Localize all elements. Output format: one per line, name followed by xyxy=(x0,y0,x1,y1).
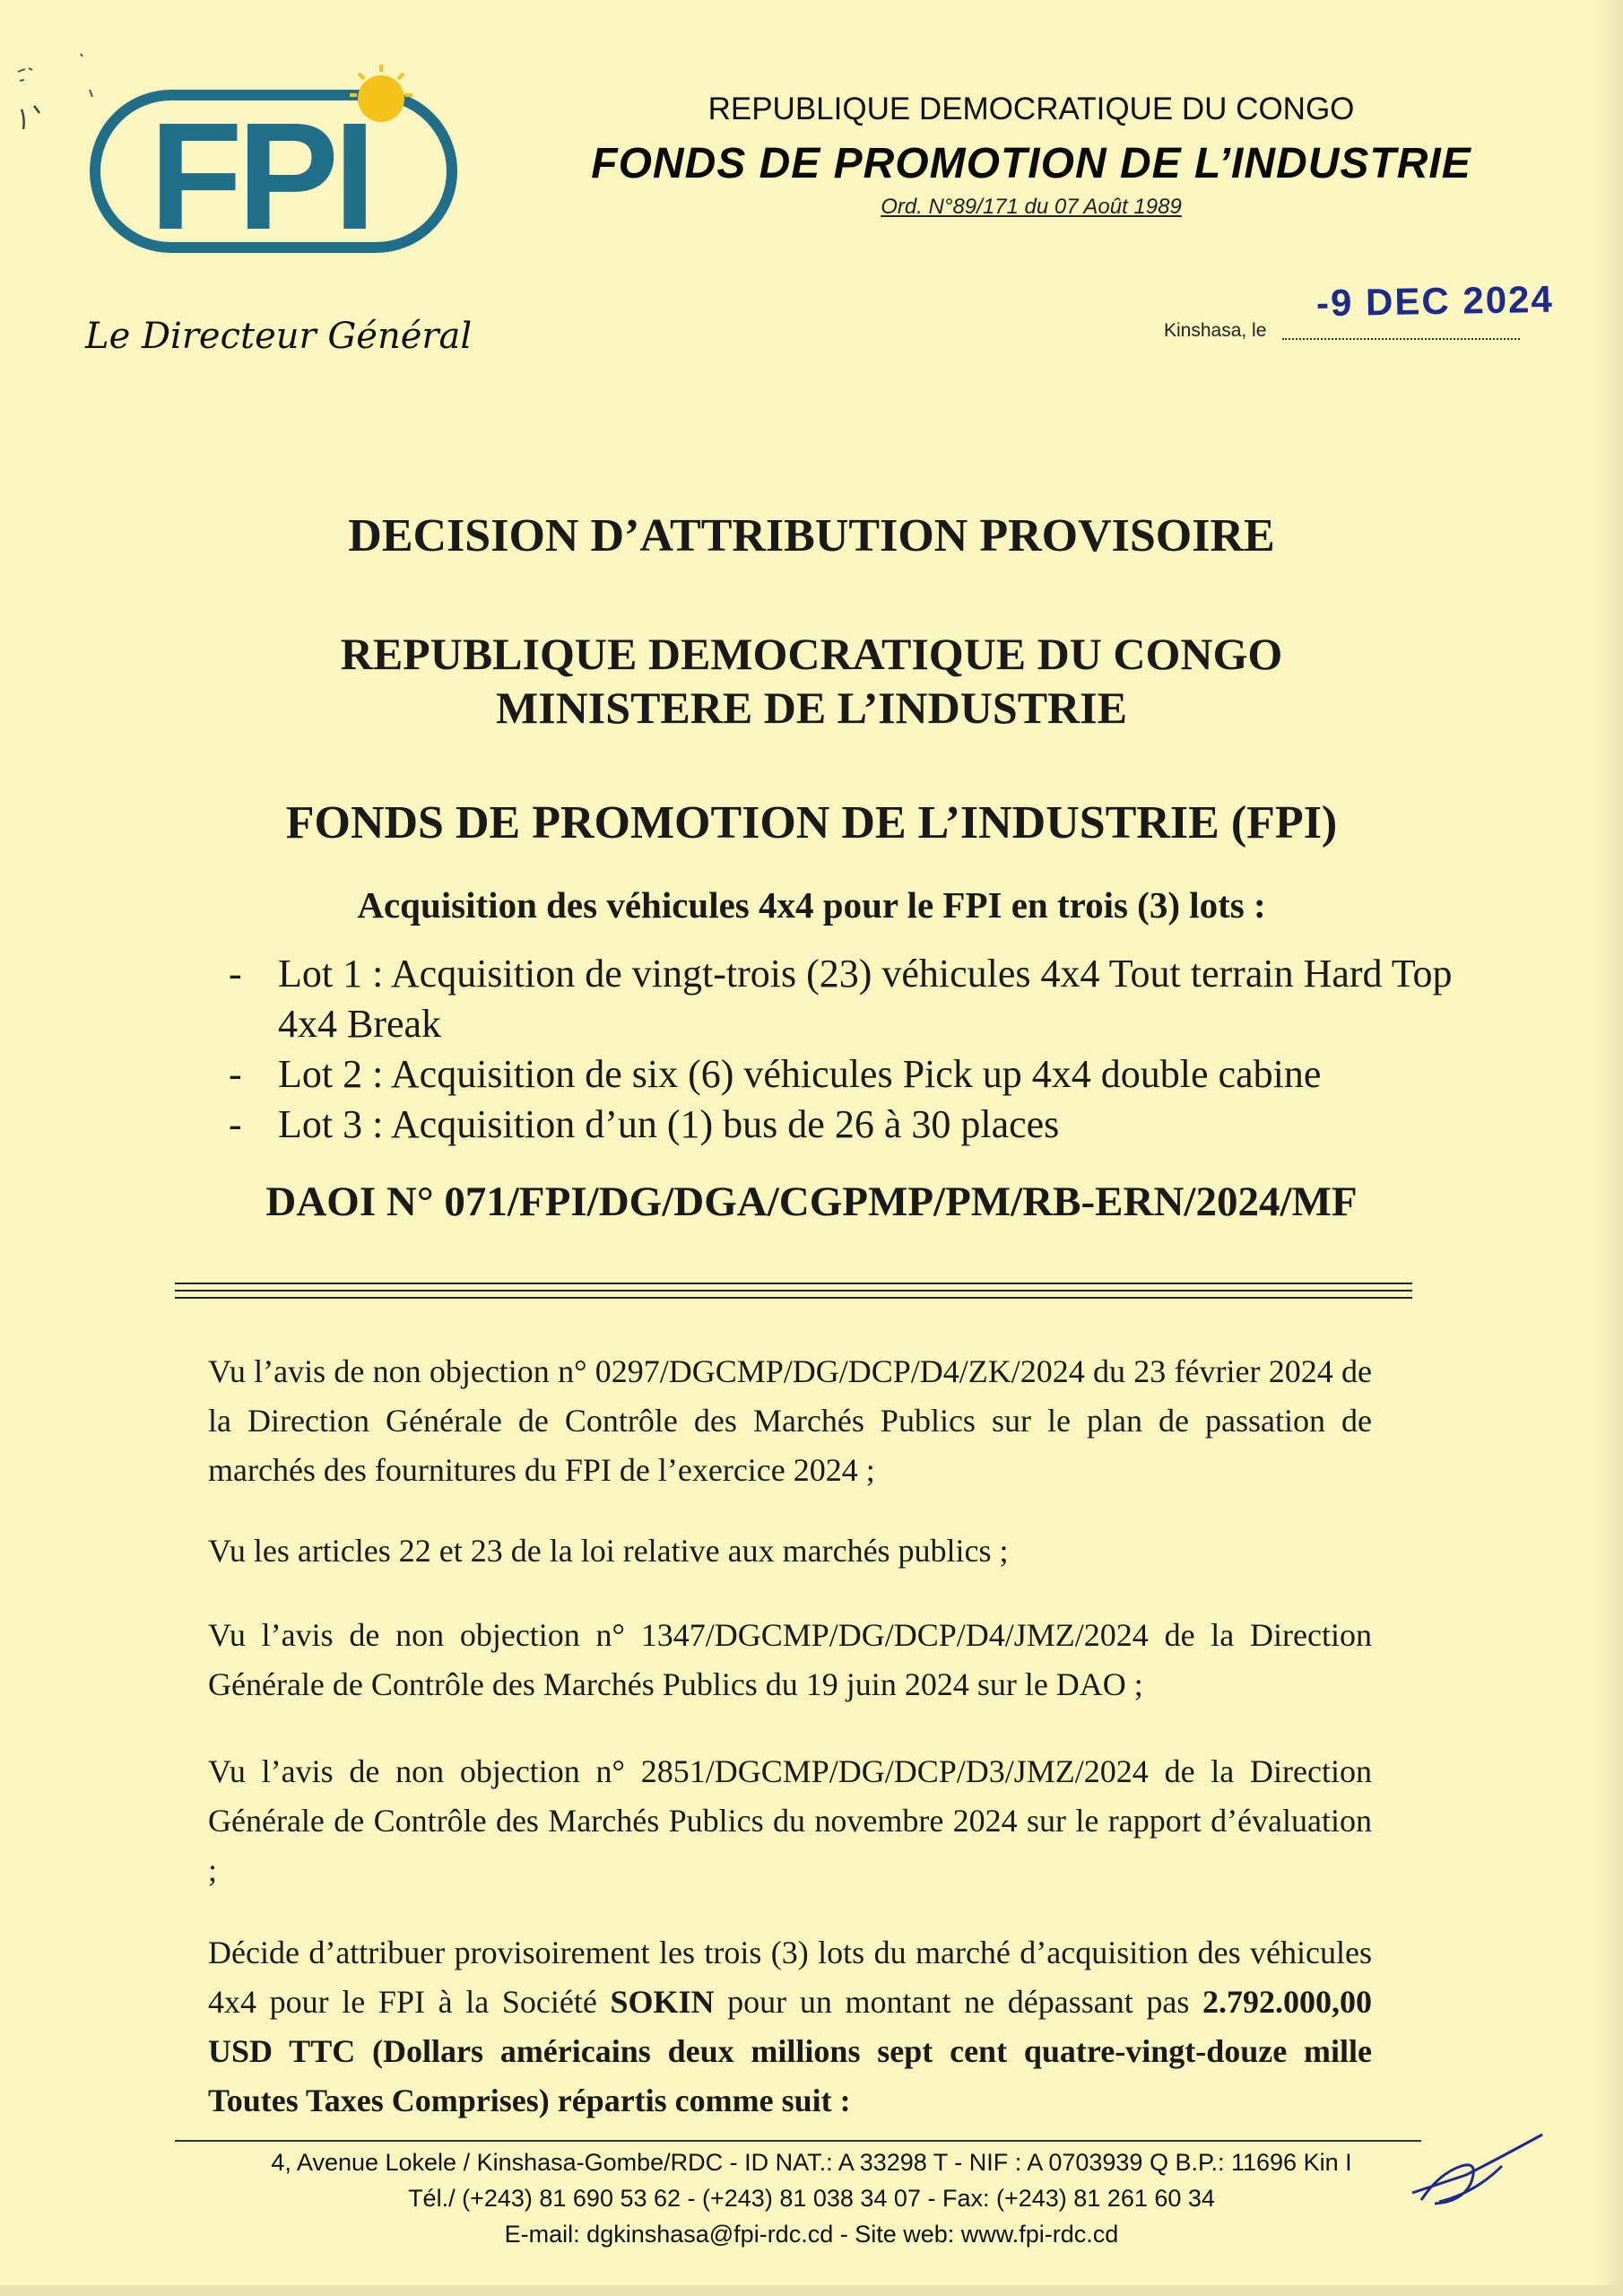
footer-address: 4, Avenue Lokele / Kinshasa-Gombe/RDC - ID NAT.: A 33298 T - NIF : A 0703939 Q B.P.: 11696 Kin I xyxy=(271,2149,1352,2176)
lots-list xyxy=(229,949,1466,1150)
director-general-title: Le Directeur Général xyxy=(85,316,473,357)
daoi-reference: DAOI N° 071/FPI/DG/DGA/CGPMP/PM/RB-ERN/2024/MF xyxy=(265,1178,1358,1225)
paragraph-decision: Décide d’attribuer provisoirement les trois (3) lots du marché d’acquisition des véhicules 4x4 pour le FPI à la Société SOKIN pour un montant ne dépassant pas 2.792.000,00 USD TTC (Dollars américains deux millions sept cent quatre-vingt-douze mille Toutes Taxes Comprises) répartis comme suit : xyxy=(208,1935,1372,2118)
fund-title: FONDS DE PROMOTION DE L’INDUSTRIE (FPI) xyxy=(285,797,1338,848)
list-item: - Lot 3 : Acquisition d’un (1) bus de 26 à 30 places xyxy=(229,1102,1060,1146)
signature-mark xyxy=(1403,2130,1547,2211)
date-dotted-line xyxy=(1282,338,1520,340)
paragraph-objection-3: Vu l’avis de non objection n° 2851/DGCMP/DG/DCP/D3/JMZ/2024 de la Direction Générale de Contrôle des Marchés Publics du novembre 2024 sur le rapport d’évaluation ; xyxy=(208,1753,1372,1888)
company-name: SOKIN xyxy=(610,1984,715,2020)
header-organization: FONDS DE PROMOTION DE L’INDUSTRIE xyxy=(591,140,1471,187)
ministry-title: MINISTERE DE L’INDUSTRIE xyxy=(496,683,1127,733)
header-country: REPUBLIQUE DEMOCRATIQUE DU CONGO xyxy=(707,91,1355,126)
place-label: Kinshasa, le xyxy=(1164,320,1267,341)
page-bottom-edge xyxy=(0,2285,1623,2296)
paragraph-objection-1: Vu l’avis de non objection n° 0297/DGCMP/DG/DCP/D4/ZK/2024 du 23 février 2024 de la Direction Générale de Contrôle des Marchés Publics sur le plan de passation de marchés des fournitures du FPI de l’exercice 2024 ; xyxy=(208,1353,1372,1488)
republic-title: REPUBLIQUE DEMOCRATIQUE DU CONGO xyxy=(340,629,1283,679)
svg-text:FPI: FPI xyxy=(149,91,371,256)
paragraph-articles: Vu les articles 22 et 23 de la loi relative aux marchés publics ; xyxy=(208,1533,1009,1569)
page-edge-shadow xyxy=(1596,0,1623,2296)
decision-title: DECISION D’ATTRIBUTION PROVISOIRE xyxy=(348,510,1275,561)
list-item: - Lot 1 : Acquisition de vingt-trois (23) véhicules 4x4 Tout terrain Hard Top 4x4 Break xyxy=(229,952,1453,1046)
header-ordinance: Ord. N°89/171 du 07 Août 1989 xyxy=(881,195,1182,219)
date-stamp: -9 DEC 2024 xyxy=(1315,277,1555,325)
list-item: - Lot 2 : Acquisition de six (6) véhicules Pick up 4x4 double cabine xyxy=(229,1052,1322,1096)
divider xyxy=(175,1290,1412,1292)
divider xyxy=(175,1297,1412,1299)
contract-amount: 2.792.000,00 USD TTC (Dollars américains deux millions sept cent quatre-vingt-douze mille Toutes Taxes Comprises) répartis comme suit : xyxy=(208,1984,1372,2118)
divider xyxy=(175,1283,1412,1284)
footer-phones: Tél./ (+243) 81 690 53 62 - (+243) 81 038 34 07 - Fax: (+243) 81 261 60 34 xyxy=(408,2185,1215,2212)
footer-contact: E-mail: dgkinshasa@fpi-rdc.cd - Site web: www.fpi-rdc.cd xyxy=(504,2221,1119,2248)
paragraph-objection-2: Vu l’avis de non objection n° 1347/DGCMP/DG/DCP/D4/JMZ/2024 de la Direction Générale de Contrôle des Marchés Publics du 19 juin 2024 sur le DAO ; xyxy=(208,1617,1372,1702)
fpi-logo xyxy=(90,63,457,256)
acquisition-subtitle: Acquisition des véhicules 4x4 pour le FPI en trois (3) lots : xyxy=(357,884,1266,926)
footer-divider xyxy=(175,2140,1421,2142)
